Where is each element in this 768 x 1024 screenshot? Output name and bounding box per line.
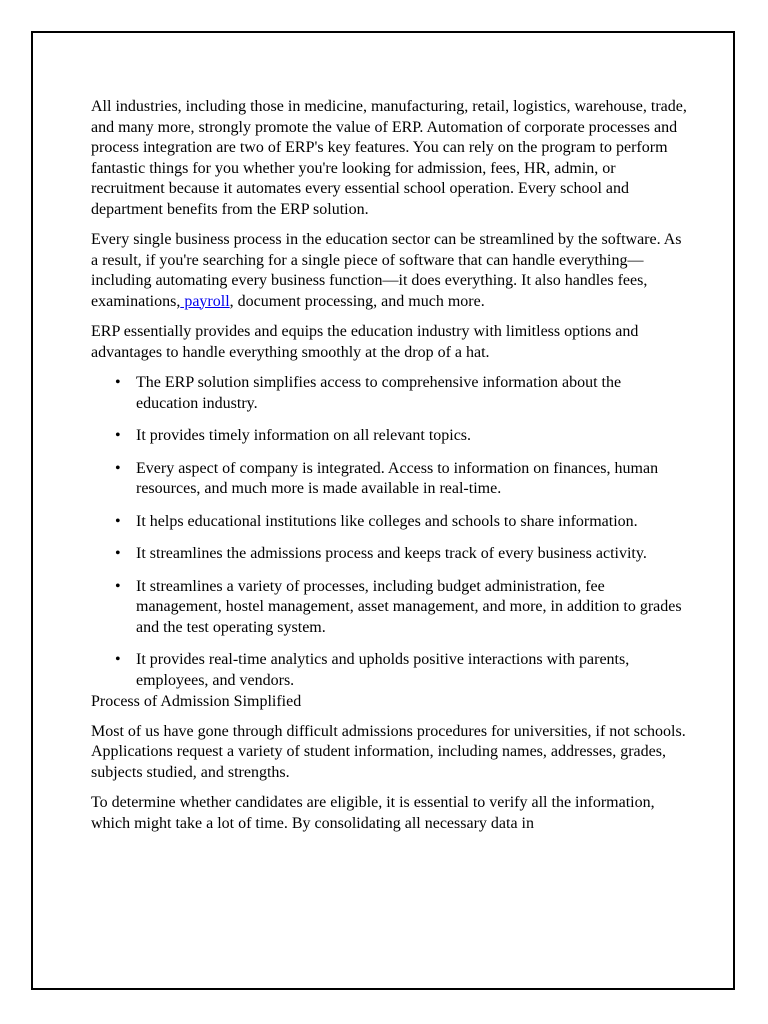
streamline-paragraph-text: Every single business process in the education sector can be streamlined by the software. As a result, if you're searching for a single piece of software that can handle everything—including automating every business function—it does everything. It also handles fees, examinations, bbox=[91, 231, 682, 310]
list-item: • It streamlines the admissions process and keeps track of every business activity. bbox=[136, 544, 687, 565]
admissions-paragraph: Most of us have gone through difficult admissions procedures for universities, if not schools. Applications request a variety of student information, including names, addresses, grades, subjects studied, and strengths. bbox=[91, 722, 686, 781]
list-item: • It provides real-time analytics and upholds positive interactions with parents, employees, and vendors. bbox=[136, 650, 687, 691]
advantages-paragraph: ERP essentially provides and equips the education industry with limitless options and advantages to handle everything smoothly at the drop of a hat. bbox=[91, 323, 639, 361]
eligibility-paragraph: To determine whether candidates are eligible, it is essential to verify all the information, which might take a lot of time. By consolidating all necessary data in bbox=[91, 794, 655, 832]
list-item: • The ERP solution simplifies access to comprehensive information about the education industry. bbox=[136, 373, 687, 414]
list-item: • It provides timely information on all relevant topics. bbox=[136, 426, 687, 447]
benefits-list bbox=[91, 373, 687, 691]
list-item: • It helps educational institutions like colleges and schools to share information. bbox=[136, 512, 687, 533]
payroll-link[interactable]: payroll bbox=[180, 292, 230, 310]
list-item: • Every aspect of company is integrated. Access to information on finances, human resources, and much more is made available in real-time. bbox=[136, 459, 687, 500]
document-body bbox=[91, 97, 687, 844]
intro-paragraph: All industries, including those in medicine, manufacturing, retail, logistics, warehouse, trade, and many more, strongly promote the value of ERP. Automation of corporate processes and process integration are two of ERP's key features. You can rely on the program to perform fantastic things for you whether you're looking for admission, fees, HR, admin, or recruitment because it automates every essential school operation. Every school and department benefits from the ERP solution. bbox=[91, 98, 687, 218]
streamline-paragraph bbox=[91, 230, 687, 312]
section-heading: Process of Admission Simplified bbox=[91, 693, 302, 710]
list-item: • It streamlines a variety of processes, including budget administration, fee management, hostel management, asset management, and more, in addition to grades and the test operating system. bbox=[136, 577, 687, 639]
streamline-paragraph-tail: , document processing, and much more. bbox=[229, 292, 485, 310]
document-page bbox=[31, 31, 735, 990]
